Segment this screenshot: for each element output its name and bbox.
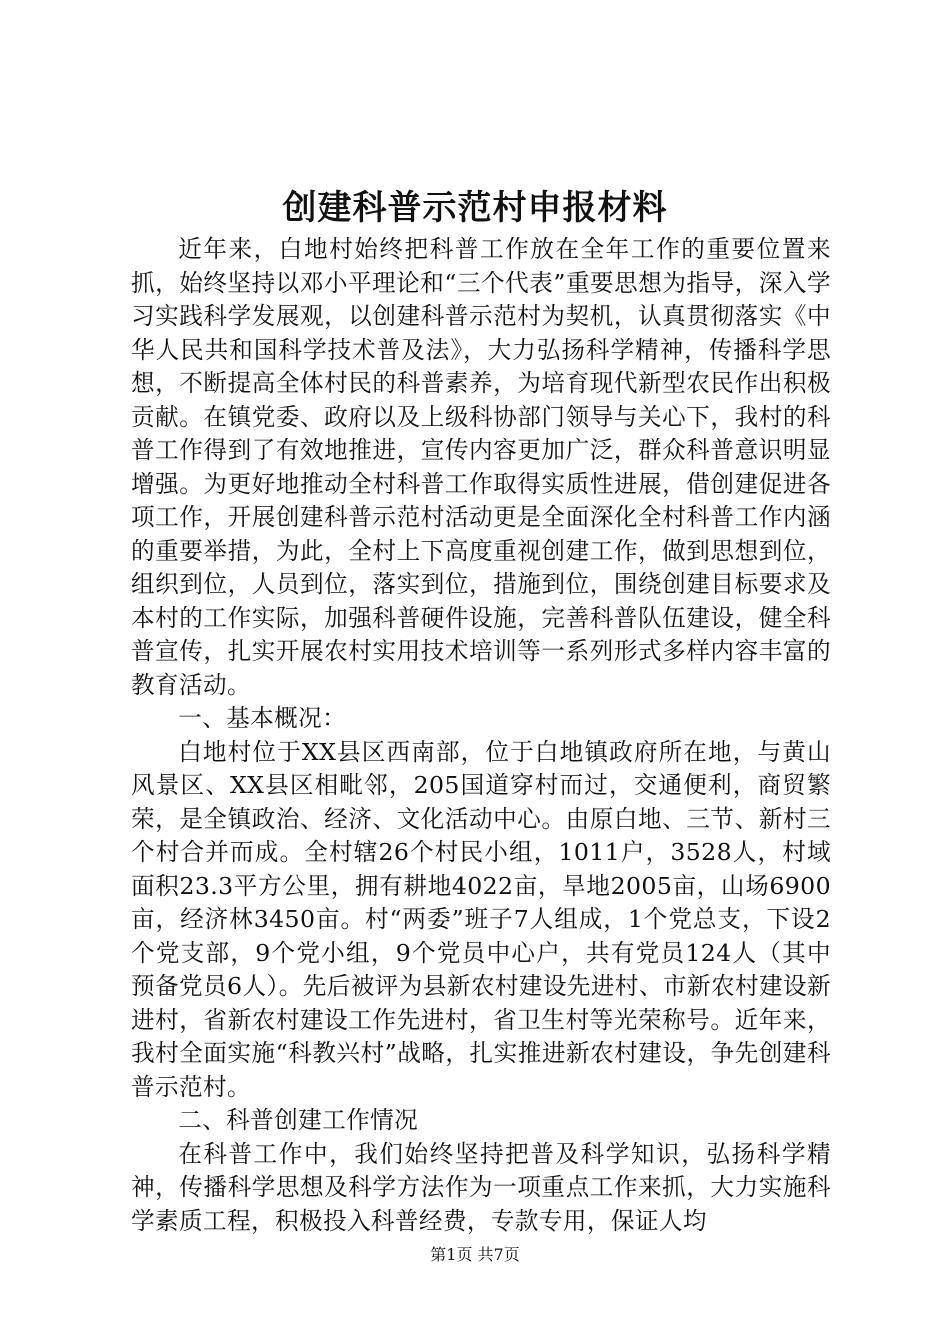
intro-paragraph: 近年来，白地村始终把科普工作放在全年工作的重要位置来抓，始终坚持以邓小平理论和“三个代表”重要思想为指导，深入学习实践科学发展观，以创建科普示范村为契机，认真贯彻落实《中华人民共和国科学技术普及法》，大力弘扬科学精神，传播科学思想，不断提高全体村民的科普素养，为培育现代新型农民作出积极贡献。在镇党委、政府以及上级科协部门领导与关心下，我村的科普工作得到了有效地推进，宣传内容更加广泛，群众科普意识明显增强。为更好地推动全村科普工作取得实质性进展，借创建促进各项工作，开展创建科普示范村活动更是全面深化全村科普工作内涵的重要举措，为此，全村上下高度重视创建工作，做到思想到位，组织到位，人员到位，落实到位，措施到位，围绕创建目标要求及本村的工作实际，加强科普硬件设施，完善科普队伍建设，健全科普宣传，扎实开展农村实用技术培训等一系列形式多样内容丰富的教育活动。 [131,235,831,699]
section-heading-work-status: 二、科普创建工作情况 [178,1106,419,1134]
overview-paragraph: 白地村位于XX县区西南部，位于白地镇政府所在地，与黄山风景区、XX县区相毗邻，205国道穿村而过，交通便利，商贸繁荣，是全镇政治、经济、文化活动中心。由原白地、三节、新村三个村合并而成。全村辖26个村民小组，1011户，3528人，村域面积23.3平方公里，拥有耕地4022亩，旱地2005亩，山场6900亩，经济林3450亩。村“两委”班子7人组成，1个党总支，下设2个党支部，9个党小组，9个党员中心户，共有党员124人（其中预备党员6人）。先后被评为县新农村建设先进村、市新农村建设新进村，省新农村建设工作先进村，省卫生村等光荣称号。近年来，我村全面实施“科教兴村”战略，扎实推进新农村建设，争先创建科普示范村。 [131,737,831,1101]
work-paragraph: 在科普工作中，我们始终坚持把普及科学知识，弘扬科学精神，传播科学思想及科学方法作为一项重点工作来抓，大力实施科学素质工程，积极投入科普经费，专款专用，保证人均 [131,1139,831,1235]
document-title: 创建科普示范村申报材料 [282,188,668,228]
section-heading-basic-overview: 一、基本概况： [178,704,347,732]
document-body [131,233,831,1238]
page-footer: 第1页 共7页 [430,1245,520,1264]
